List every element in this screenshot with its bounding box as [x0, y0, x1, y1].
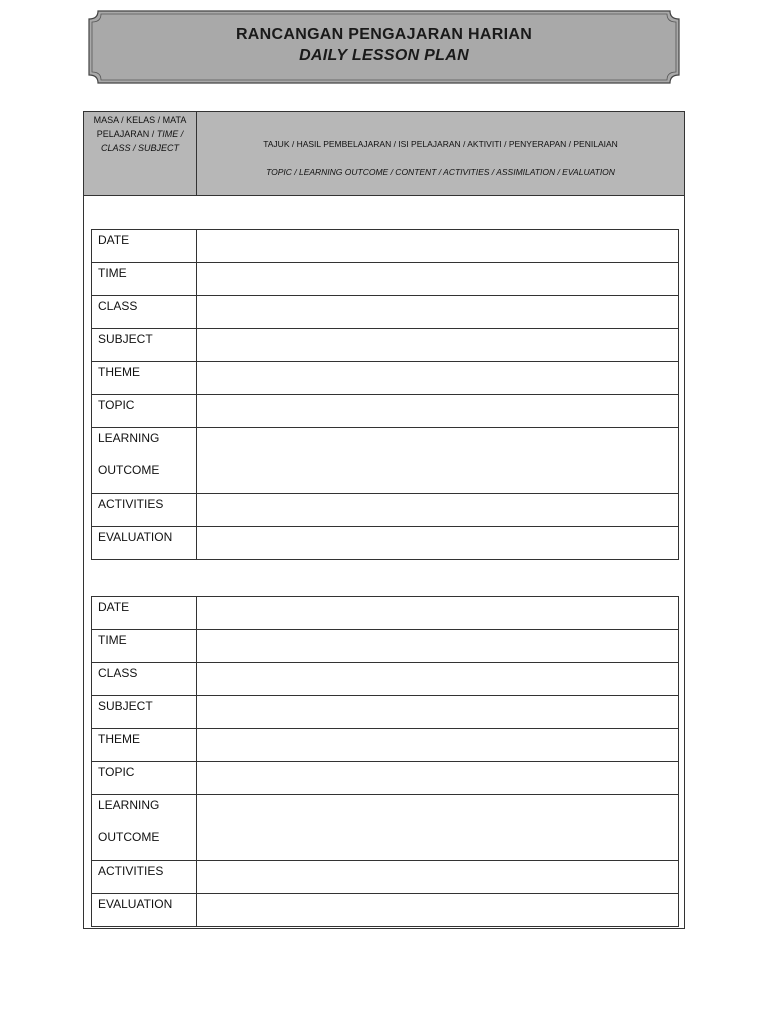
field-class[interactable]	[197, 296, 679, 329]
field-subject[interactable]	[197, 329, 679, 362]
row-subject	[92, 329, 679, 362]
row-evaluation	[92, 527, 679, 560]
header-left-cell	[84, 112, 197, 195]
field-time[interactable]	[197, 630, 679, 663]
field-evaluation[interactable]	[197, 894, 679, 927]
row-date	[92, 597, 679, 630]
label-topic: TOPIC	[92, 762, 197, 795]
row-activities	[92, 861, 679, 894]
label-learning-outcome	[92, 428, 197, 494]
label-evaluation: EVALUATION	[92, 894, 197, 927]
field-theme[interactable]	[197, 362, 679, 395]
row-evaluation	[92, 894, 679, 927]
row-learning-outcome	[92, 795, 679, 861]
row-date	[92, 230, 679, 263]
row-theme	[92, 362, 679, 395]
header-left-line2	[84, 127, 196, 141]
field-evaluation[interactable]	[197, 527, 679, 560]
field-subject[interactable]	[197, 696, 679, 729]
title-english: DAILY LESSON PLAN	[299, 47, 469, 64]
row-class	[92, 296, 679, 329]
row-class	[92, 663, 679, 696]
header-right-english: TOPIC / LEARNING OUTCOME / CONTENT / ACTIVITIES / ASSIMILATION / EVALUATION	[266, 167, 615, 177]
column-header	[84, 112, 684, 196]
label-outcome: OUTCOME	[98, 830, 160, 844]
row-theme	[92, 729, 679, 762]
label-time: TIME	[92, 263, 197, 296]
header-left-pelajaran: PELAJARAN /	[96, 129, 157, 139]
label-time: TIME	[92, 630, 197, 663]
field-activities[interactable]	[197, 494, 679, 527]
label-activities: ACTIVITIES	[92, 861, 197, 894]
label-date: DATE	[92, 230, 197, 263]
header-right-cell	[197, 112, 684, 195]
field-date[interactable]	[197, 597, 679, 630]
row-topic	[92, 762, 679, 795]
label-topic: TOPIC	[92, 395, 197, 428]
field-topic[interactable]	[197, 762, 679, 795]
label-theme: THEME	[92, 362, 197, 395]
label-learning: LEARNING	[98, 798, 160, 812]
title-malay: RANCANGAN PENGAJARAN HARIAN	[235, 26, 533, 43]
title-banner	[88, 10, 680, 84]
field-topic[interactable]	[197, 395, 679, 428]
field-theme[interactable]	[197, 729, 679, 762]
header-left-line1: MASA / KELAS / MATA	[93, 115, 187, 125]
label-outcome: OUTCOME	[98, 463, 160, 477]
row-activities	[92, 494, 679, 527]
label-learning-outcome	[92, 795, 197, 861]
label-class: CLASS	[92, 663, 197, 696]
row-time	[92, 263, 679, 296]
row-subject	[92, 696, 679, 729]
label-theme: THEME	[92, 729, 197, 762]
field-learning-outcome[interactable]	[197, 795, 679, 861]
lesson-plan-table-2	[91, 596, 679, 927]
label-learning: LEARNING	[98, 431, 160, 445]
field-date[interactable]	[197, 230, 679, 263]
header-left-time: TIME /	[156, 129, 184, 139]
label-activities: ACTIVITIES	[92, 494, 197, 527]
label-subject: SUBJECT	[92, 696, 197, 729]
field-time[interactable]	[197, 263, 679, 296]
field-learning-outcome[interactable]	[197, 428, 679, 494]
field-activities[interactable]	[197, 861, 679, 894]
field-class[interactable]	[197, 663, 679, 696]
header-right-malay: TAJUK / HASIL PEMBELAJARAN / ISI PELAJARAN / AKTIVITI / PENYERAPAN / PENILAIAN	[263, 139, 618, 149]
label-class: CLASS	[92, 296, 197, 329]
label-date: DATE	[92, 597, 197, 630]
label-evaluation: EVALUATION	[92, 527, 197, 560]
row-topic	[92, 395, 679, 428]
label-subject: SUBJECT	[92, 329, 197, 362]
row-learning-outcome	[92, 428, 679, 494]
header-left-line3: CLASS / SUBJECT	[100, 143, 180, 153]
row-time	[92, 630, 679, 663]
lesson-plan-table-1	[91, 229, 679, 560]
